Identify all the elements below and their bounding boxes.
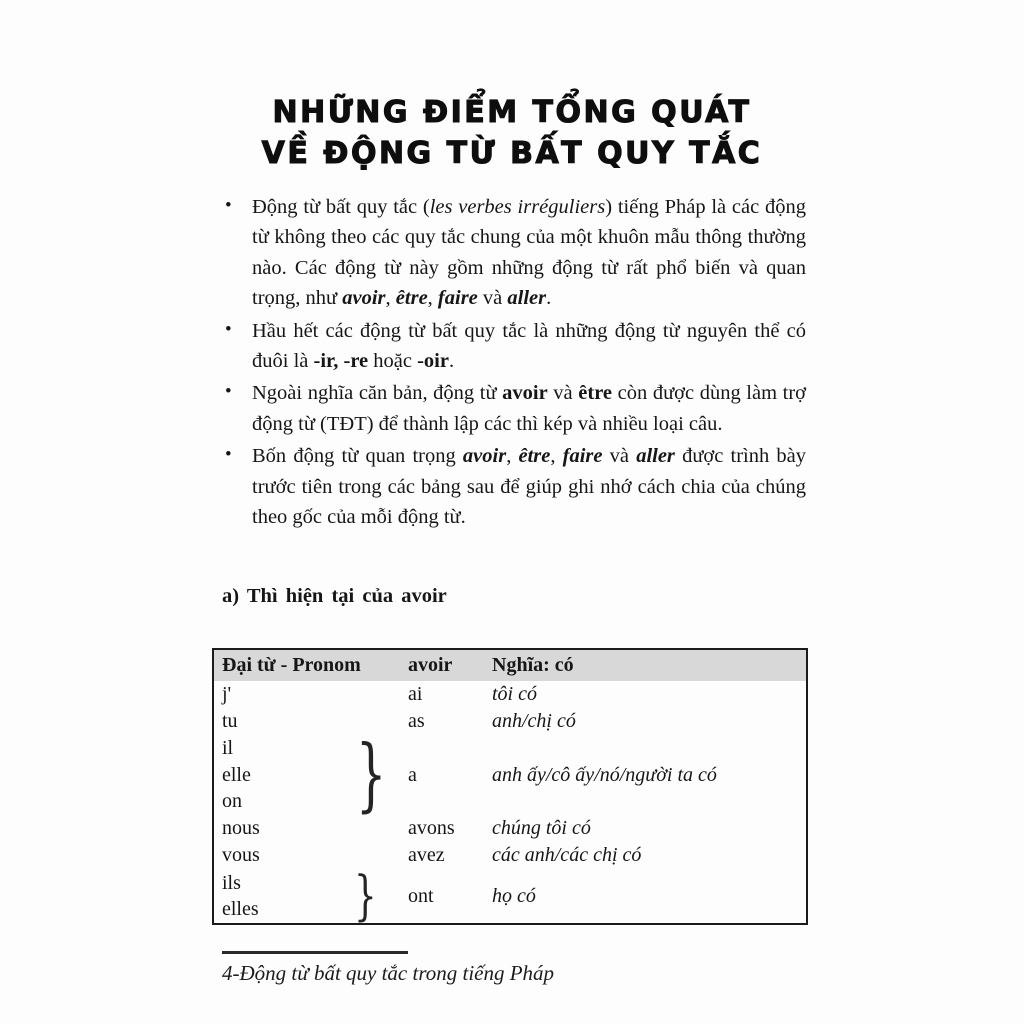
page-title-line-2: VỀ ĐỘNG TỪ BẤT QUY TẮC: [261, 136, 763, 171]
table-row: [214, 681, 806, 708]
bullet-item: [222, 378, 806, 439]
meaning-cell: họ có: [492, 884, 536, 907]
footnote-rule: [222, 951, 408, 954]
pronoun-line: il: [222, 737, 234, 760]
pronoun-cell: nous: [222, 817, 260, 839]
pronoun-line: ils: [222, 871, 241, 894]
bullet-dot-icon: •: [225, 318, 232, 340]
bullet-dot-icon: •: [225, 381, 232, 403]
header-meaning: Nghĩa: có: [492, 654, 574, 676]
table-header-row: [214, 650, 806, 681]
pronoun-line: elle: [222, 763, 251, 786]
grouping-brace-icon: }: [355, 728, 387, 822]
header-pronoun: Đại từ - Pronom: [222, 654, 361, 676]
pronoun-cell: j': [222, 683, 232, 705]
meaning-cell: anh/chị có: [492, 710, 576, 732]
page-title-line-1: NHỮNG ĐIỂM TỔNG QUÁT: [272, 95, 752, 130]
bullet-dot-icon: •: [225, 195, 232, 216]
conjugation-table: [212, 648, 808, 925]
bullet-text: Hầu hết các động từ bất quy tắc là những động từ nguyên thể có đuôi là -ir, -re hoặc -oir.: [252, 319, 806, 373]
table-row: [214, 708, 806, 735]
verb-cell: avons: [408, 817, 455, 839]
page-title: [0, 92, 1024, 174]
bullet-text: Động từ bất quy tắc (les verbes irréguliers) tiếng Pháp là các động từ không theo các quy tắc chung của một khuôn mẫu thông thường nào. Các động từ này gồm những động từ rất phổ biến và quan trọng, như avoir, être, faire và aller.: [252, 196, 806, 310]
bullet-dot-icon: •: [225, 444, 232, 466]
pronoun-line: elles: [222, 898, 259, 920]
grouping-brace-icon: }: [354, 864, 377, 927]
pronoun-cell: tu: [222, 710, 238, 732]
footnote: 4-Động từ bất quy tắc trong tiếng Pháp: [222, 961, 555, 985]
pronoun-line: on: [222, 790, 242, 813]
bullet-item: [222, 441, 806, 532]
table-row-group: [214, 864, 806, 927]
bullet-item: [222, 316, 806, 377]
verb-cell: a: [408, 763, 417, 786]
verb-cell: ai: [408, 683, 423, 705]
verb-cell: as: [408, 710, 425, 732]
pronoun-cell: vous: [222, 844, 260, 866]
bullet-text: Ngoài nghĩa căn bản, động từ avoir và être còn được dùng làm trợ động từ (TĐT) để thành lập các thì kép và nhiều loại câu.: [252, 382, 806, 435]
verb-cell: avez: [408, 844, 445, 866]
verb-cell: ont: [408, 884, 434, 907]
meaning-cell: tôi có: [492, 683, 537, 705]
bullet-text: Bốn động từ quan trọng avoir, être, faire và aller được trình bày trước tiên trong các bảng sau để giúp ghi nhớ cách chia của chúng theo gốc của mỗi động từ.: [252, 445, 807, 529]
section-heading: a) Thì hiện tại của avoir: [222, 585, 447, 607]
pronoun-cell: [214, 728, 408, 822]
table-row: [214, 842, 806, 869]
meaning-cell: anh ấy/cô ấy/nó/người ta có: [492, 763, 717, 786]
meaning-cell: các anh/các chị có: [492, 844, 642, 866]
bullet-list: [222, 192, 806, 534]
table-row-group: [214, 728, 806, 822]
pronoun-cell: [214, 864, 408, 927]
table-row: [214, 815, 806, 842]
meaning-cell: chúng tôi có: [492, 817, 591, 839]
bullet-item: [222, 192, 806, 314]
header-verb: avoir: [408, 654, 453, 676]
